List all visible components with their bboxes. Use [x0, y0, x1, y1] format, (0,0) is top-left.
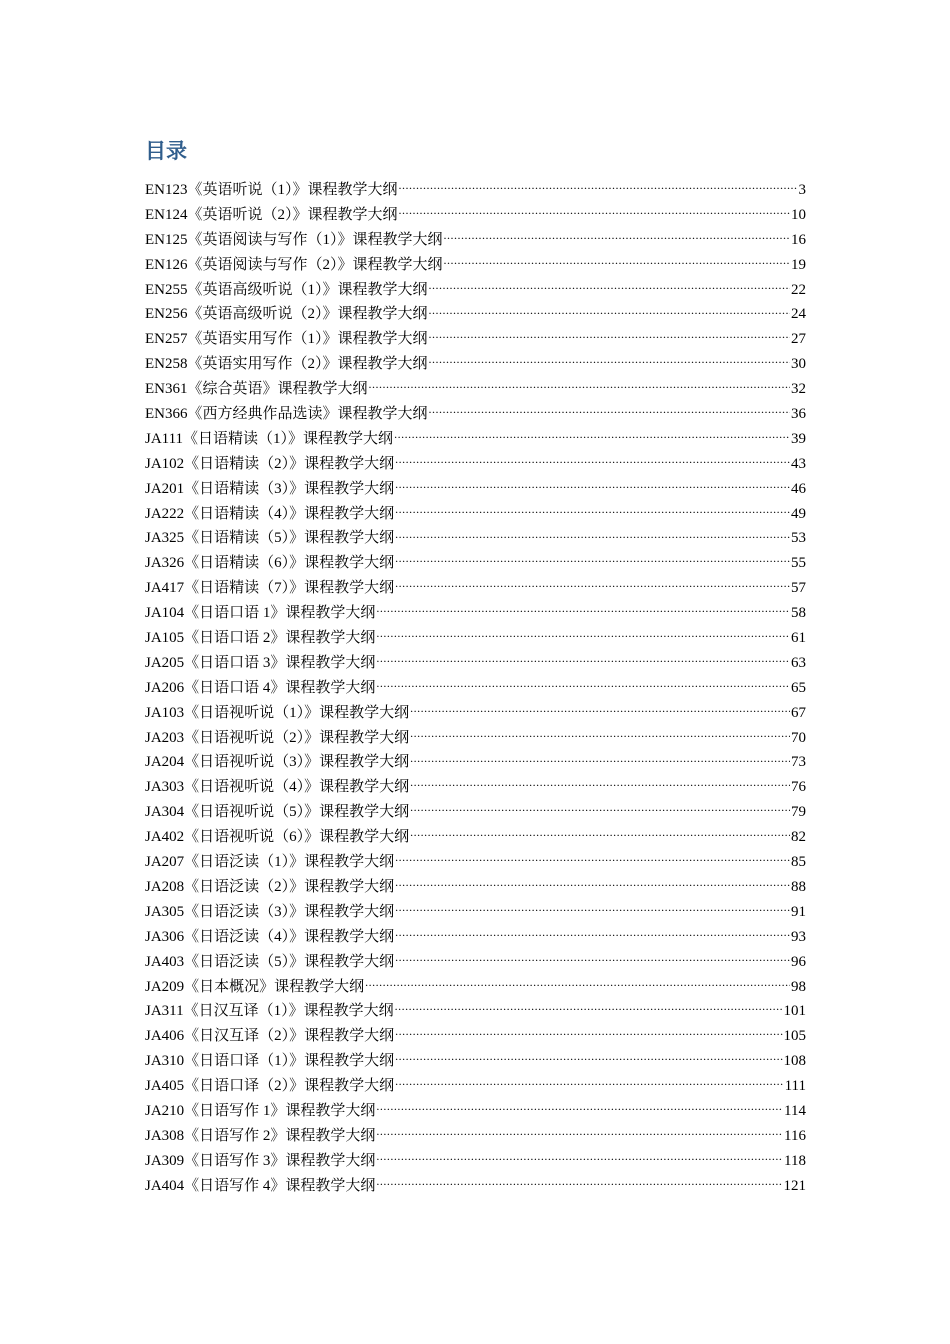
dot-leader — [395, 877, 790, 891]
toc-entry-page-number: 3 — [798, 182, 806, 198]
toc-entry[interactable] — [145, 875, 806, 900]
toc-entry-title: JA209《日本概况》课程教学大纲 — [145, 978, 365, 995]
toc-entry-page-number: 93 — [791, 928, 806, 945]
toc-entry[interactable] — [145, 800, 806, 825]
dot-leader — [395, 1001, 783, 1015]
toc-entry[interactable] — [145, 626, 806, 651]
toc-entry-title: EN255《英语高级听说（1）》课程教学大纲 — [145, 281, 428, 298]
dot-leader — [376, 603, 790, 617]
toc-entry[interactable] — [145, 253, 806, 278]
dot-leader — [429, 404, 791, 418]
toc-entry-page-number: 63 — [791, 654, 806, 671]
toc-entry-page-number: 36 — [791, 406, 806, 423]
toc-entry-page-number: 27 — [791, 331, 806, 348]
toc-entry-title: JA403《日语泛读（5）》课程教学大纲 — [145, 953, 395, 970]
toc-title: 目录 — [145, 139, 187, 163]
toc-entry[interactable] — [145, 1074, 806, 1099]
toc-entry-page-number: 121 — [783, 1177, 806, 1194]
dot-leader — [376, 1126, 783, 1140]
dot-leader — [376, 1151, 783, 1165]
toc-entry[interactable] — [145, 999, 806, 1024]
toc-entry-title: JA206《日语口语 4》课程教学大纲 — [145, 679, 376, 696]
toc-entry[interactable] — [145, 452, 806, 477]
toc-entry[interactable] — [145, 1049, 806, 1074]
dot-leader — [429, 304, 791, 318]
toc-entry-page-number: 24 — [791, 306, 806, 323]
toc-entry-title: JA103《日语视听说（1）》课程教学大纲 — [145, 704, 410, 721]
toc-entry-page-number: 105 — [783, 1028, 806, 1045]
toc-entry[interactable] — [145, 352, 806, 377]
toc-entry-page-number: 32 — [791, 381, 806, 398]
toc-entry-title: EN126《英语阅读与写作（2）》课程教学大纲 — [145, 256, 443, 273]
toc-entry[interactable] — [145, 477, 806, 502]
toc-entry-title: EN256《英语高级听说（2）》课程教学大纲 — [145, 306, 428, 323]
toc-entry-title: JA207《日语泛读（1）》课程教学大纲 — [145, 854, 395, 871]
dot-leader — [395, 952, 790, 966]
dot-leader — [410, 752, 790, 766]
dot-leader — [410, 728, 790, 742]
toc-entry-title: JA311《日汉互译（1）》课程教学大纲 — [145, 1003, 394, 1020]
dot-leader — [395, 1051, 782, 1065]
toc-entry-page-number: 67 — [791, 704, 806, 721]
toc-entry-page-number: 111 — [784, 1078, 806, 1095]
toc-entry-page-number: 57 — [791, 580, 806, 597]
dot-leader — [429, 280, 791, 294]
toc-entry-title: EN258《英语实用写作（2）》课程教学大纲 — [145, 356, 428, 373]
dot-leader — [395, 504, 790, 518]
toc-entry[interactable] — [145, 1149, 806, 1174]
toc-entry-page-number: 101 — [783, 1003, 806, 1020]
toc-entry-page-number: 79 — [791, 804, 806, 821]
toc-list — [145, 178, 806, 1199]
dot-leader — [395, 479, 790, 493]
toc-entry-title: JA326《日语精读（6）》课程教学大纲 — [145, 555, 395, 572]
toc-entry-page-number: 16 — [791, 231, 806, 248]
dot-leader — [395, 1026, 782, 1040]
toc-entry[interactable] — [145, 526, 806, 551]
toc-entry-page-number: 65 — [791, 679, 806, 696]
toc-entry-page-number: 46 — [791, 480, 806, 497]
toc-entry-title: JA404《日语写作 4》课程教学大纲 — [145, 1177, 376, 1194]
dot-leader — [365, 977, 790, 991]
dot-leader — [395, 1076, 783, 1090]
toc-entry[interactable] — [145, 1099, 806, 1124]
dot-leader — [376, 653, 790, 667]
toc-entry-title: EN361《综合英语》课程教学大纲 — [145, 381, 368, 398]
toc-entry-page-number: 22 — [791, 281, 806, 298]
toc-entry-title: JA304《日语视听说（5）》课程教学大纲 — [145, 804, 410, 821]
dot-leader — [429, 329, 791, 343]
toc-entry[interactable] — [145, 676, 806, 701]
toc-entry[interactable] — [145, 701, 806, 726]
toc-entry-page-number: 76 — [791, 779, 806, 796]
dot-leader — [394, 429, 790, 443]
toc-entry-page-number: 116 — [784, 1127, 806, 1144]
toc-entry[interactable] — [145, 1024, 806, 1049]
toc-entry-page-number: 39 — [791, 430, 806, 447]
toc-entry[interactable] — [145, 1174, 806, 1199]
toc-entry-page-number: 43 — [791, 455, 806, 472]
toc-entry[interactable] — [145, 228, 806, 253]
toc-entry[interactable] — [145, 302, 806, 327]
toc-entry-page-number: 70 — [791, 729, 806, 746]
toc-entry[interactable] — [145, 178, 806, 203]
dot-leader — [399, 180, 798, 194]
toc-entry[interactable] — [145, 900, 806, 925]
toc-entry-title: JA406《日汉互译（2）》课程教学大纲 — [145, 1028, 395, 1045]
toc-entry-title: JA303《日语视听说（4）》课程教学大纲 — [145, 779, 410, 796]
toc-entry-title: JA308《日语写作 2》课程教学大纲 — [145, 1127, 376, 1144]
toc-entry-title: JA105《日语口语 2》课程教学大纲 — [145, 630, 376, 647]
toc-entry-page-number: 19 — [791, 256, 806, 273]
toc-entry-title: JA210《日语写作 1》课程教学大纲 — [145, 1102, 376, 1119]
toc-entry[interactable] — [145, 327, 806, 352]
toc-entry-title: JA417《日语精读（7）》课程教学大纲 — [145, 580, 395, 597]
toc-entry-title: EN257《英语实用写作（1）》课程教学大纲 — [145, 331, 428, 348]
toc-entry[interactable] — [145, 850, 806, 875]
dot-leader — [395, 902, 790, 916]
toc-entry[interactable] — [145, 377, 806, 402]
toc-entry-page-number: 114 — [784, 1102, 806, 1119]
toc-entry[interactable] — [145, 651, 806, 676]
toc-entry-title: EN124《英语听说（2）》课程教学大纲 — [145, 206, 398, 223]
toc-entry-page-number: 88 — [791, 878, 806, 895]
dot-leader — [376, 1176, 782, 1190]
dot-leader — [444, 255, 791, 269]
dot-leader — [369, 379, 791, 393]
toc-entry-title: JA405《日语口译（2）》课程教学大纲 — [145, 1078, 395, 1095]
toc-entry-page-number: 96 — [791, 953, 806, 970]
toc-entry-page-number: 49 — [791, 505, 806, 522]
toc-entry-page-number: 108 — [783, 1053, 806, 1070]
toc-entry-page-number: 118 — [784, 1152, 806, 1169]
toc-entry-title: JA305《日语泛读（3）》课程教学大纲 — [145, 903, 395, 920]
toc-entry[interactable] — [145, 278, 806, 303]
toc-entry-page-number: 53 — [791, 530, 806, 547]
dot-leader — [410, 703, 790, 717]
dot-leader — [376, 1101, 783, 1115]
toc-entry-page-number: 98 — [791, 978, 806, 995]
dot-leader — [395, 528, 790, 542]
toc-entry-title: JA201《日语精读（3）》课程教学大纲 — [145, 480, 395, 497]
dot-leader — [410, 777, 790, 791]
dot-leader — [376, 678, 790, 692]
dot-leader — [395, 553, 790, 567]
toc-entry-title: JA402《日语视听说（6）》课程教学大纲 — [145, 829, 410, 846]
toc-entry-title: JA310《日语口译（1）》课程教学大纲 — [145, 1053, 395, 1070]
toc-entry-page-number: 61 — [791, 630, 806, 647]
toc-entry-title: EN123《英语听说（1）》课程教学大纲 — [145, 182, 398, 198]
toc-entry[interactable] — [145, 925, 806, 950]
toc-entry[interactable] — [145, 775, 806, 800]
toc-entry-title: EN125《英语阅读与写作（1）》课程教学大纲 — [145, 231, 443, 248]
toc-entry-page-number: 55 — [791, 555, 806, 572]
dot-leader — [395, 454, 790, 468]
toc-entry-page-number: 91 — [791, 903, 806, 920]
toc-entry-title: JA222《日语精读（4）》课程教学大纲 — [145, 505, 395, 522]
toc-entry[interactable] — [145, 551, 806, 576]
toc-entry-title: JA111《日语精读（1）》课程教学大纲 — [145, 430, 394, 447]
dot-leader — [410, 827, 790, 841]
toc-entry[interactable] — [145, 427, 806, 452]
toc-entry-page-number: 10 — [791, 206, 806, 223]
toc-entry[interactable] — [145, 750, 806, 775]
toc-entry[interactable] — [145, 726, 806, 751]
dot-leader — [410, 802, 790, 816]
dot-leader — [395, 927, 790, 941]
toc-entry-title: JA208《日语泛读（2）》课程教学大纲 — [145, 878, 395, 895]
toc-entry-title: JA325《日语精读（5）》课程教学大纲 — [145, 530, 395, 547]
dot-leader — [399, 205, 791, 219]
dot-leader — [395, 852, 790, 866]
dot-leader — [376, 628, 790, 642]
dot-leader — [429, 354, 791, 368]
toc-entry-title: JA309《日语写作 3》课程教学大纲 — [145, 1152, 376, 1169]
toc-entry[interactable] — [145, 1124, 806, 1149]
toc-entry-title: JA104《日语口语 1》课程教学大纲 — [145, 605, 376, 622]
toc-entry-page-number: 85 — [791, 854, 806, 871]
toc-entry[interactable] — [145, 576, 806, 601]
toc-entry[interactable] — [145, 975, 806, 1000]
toc-entry-page-number: 30 — [791, 356, 806, 373]
toc-entry-title: JA204《日语视听说（3）》课程教学大纲 — [145, 754, 410, 771]
dot-leader — [395, 578, 790, 592]
toc-entry-page-number: 73 — [791, 754, 806, 771]
toc-entry[interactable] — [145, 825, 806, 850]
toc-entry[interactable] — [145, 601, 806, 626]
toc-entry-title: EN366《西方经典作品选读》课程教学大纲 — [145, 406, 428, 423]
toc-entry[interactable] — [145, 203, 806, 228]
toc-entry-title: JA102《日语精读（2）》课程教学大纲 — [145, 455, 395, 472]
toc-entry[interactable] — [145, 950, 806, 975]
toc-entry-title: JA306《日语泛读（4）》课程教学大纲 — [145, 928, 395, 945]
toc-entry[interactable] — [145, 502, 806, 527]
toc-entry-page-number: 58 — [791, 605, 806, 622]
toc-entry[interactable] — [145, 402, 806, 427]
toc-entry-page-number: 82 — [791, 829, 806, 846]
toc-entry-title: JA205《日语口语 3》课程教学大纲 — [145, 654, 376, 671]
toc-entry-title: JA203《日语视听说（2）》课程教学大纲 — [145, 729, 410, 746]
dot-leader — [444, 230, 791, 244]
